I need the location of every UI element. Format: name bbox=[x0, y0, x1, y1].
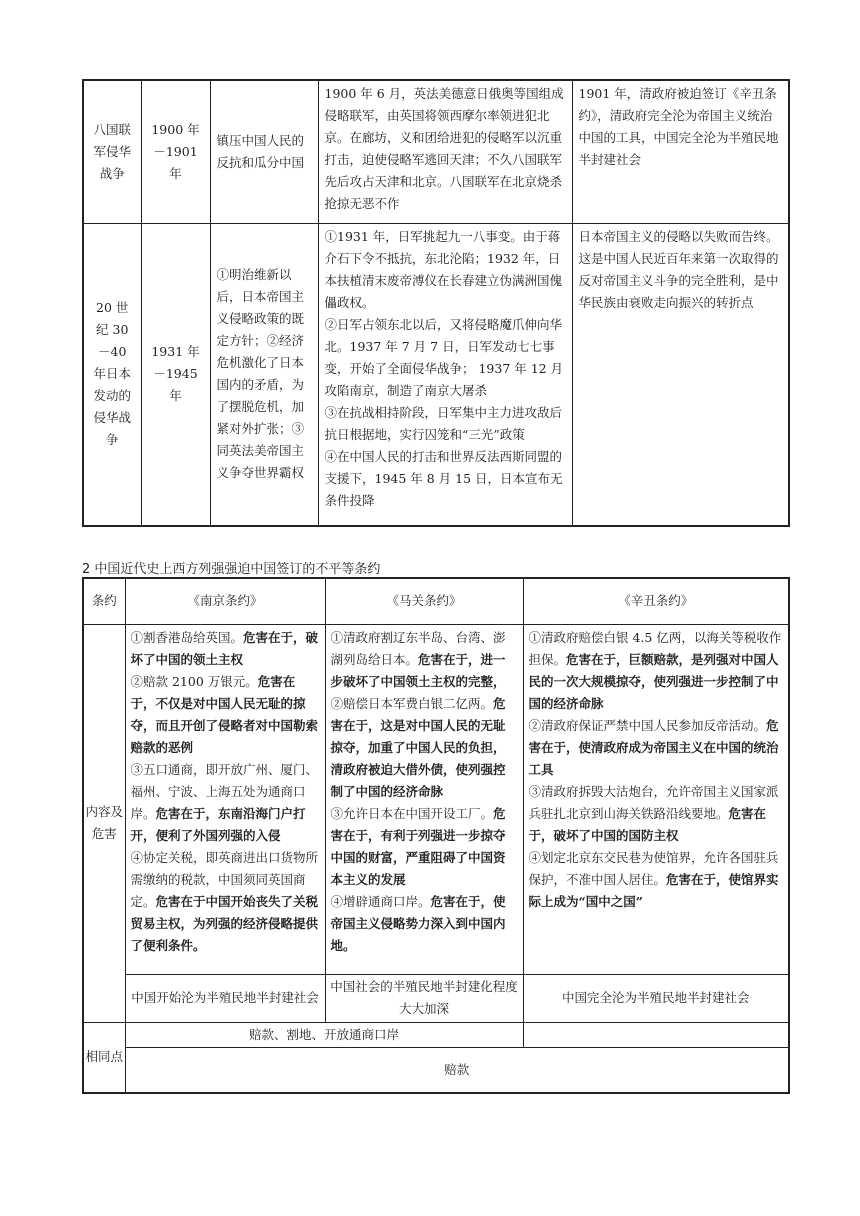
war-time: 1931 年－1945 年 bbox=[141, 223, 210, 526]
clause: ①割香港岛给英国。危害在于，破坏了中国的领土主权 bbox=[130, 629, 319, 667]
clause: ②赔款 2100 万银元。危害在于，不仅是对中国人民无耻的掠夺，而且开创了侵略者对中国勒索赔款的恶例 bbox=[130, 673, 319, 755]
section-heading: 2 中国近代史上西方列强强迫中国签订的不平等条约 bbox=[82, 562, 381, 577]
war-purpose: ①明治维新以后，日本帝国主义侵略政策的既定方针；②经济危机激化了日本国内的矛盾，为了摆脱危机，加紧对外扩张；③同英法美帝国主义争夺世界霸权 bbox=[210, 223, 318, 526]
clause: ④增辟通商口岸。危害在于，使帝国主义侵略势力深入到中国内地。 bbox=[330, 893, 506, 953]
treaty-content bbox=[125, 624, 325, 974]
table-row bbox=[83, 80, 789, 223]
treaty-content bbox=[325, 624, 523, 974]
treaty-table bbox=[82, 577, 790, 1094]
treaty-name: 《辛丑条约》 bbox=[523, 578, 789, 624]
process-item: ①1931 年，日军挑起九一八事变。由于蒋介石下令不抵抗，东北沦陷；1932 年，日本扶植清末废帝溥仪在长春建立伪满洲国傀儡政权。 bbox=[324, 228, 563, 310]
treaty-name: 《南京条约》 bbox=[125, 578, 325, 624]
clause: ①清政府赔偿白银 4.5 亿两，以海关等税收作担保。危害在于，巨额赔款，是列强对中国人民的一次大规模掠夺，使列强进一步控制了中国的经济命脉 bbox=[528, 629, 782, 711]
war-result: 1901 年，清政府被迫签订《辛丑条约》，清政府完全沦为帝国主义统治中国的工具，中国完全沦为半殖民地半封建社会 bbox=[572, 80, 789, 223]
clause: ③五口通商，即开放广州、厦门、福州、宁波、上海五处为通商口岸。危害在于，东南沿海门户打开，便利了外国列强的入侵 bbox=[130, 761, 319, 843]
same-point: 赔款 bbox=[125, 1047, 789, 1093]
war-table bbox=[82, 79, 790, 527]
same-row-1 bbox=[83, 1022, 789, 1047]
treaty-impact: 中国开始沦为半殖民地半封建社会 bbox=[125, 974, 325, 1022]
clause: ②赔偿日本军费白银二亿两。危害在于，这是对中国人民的无耻掠夺，加重了中国人民的负担，清政府被迫大借外债，使列强控制了中国的经济命脉 bbox=[330, 695, 506, 799]
process-item: ③在抗战相持阶段，日军集中主力进攻敌后抗日根据地，实行囚笼和“三光”政策 bbox=[324, 404, 563, 442]
process-item: 1900 年 6 月，英法美德意日俄奥等国组成侵略联军，由英国将领西摩尔率领进犯北京。在廊坊，义和团给进犯的侵略军以沉重打击，迫使侵略军逃回天津；不久八国联军先后攻占天津和北京。八国联军在北京烧杀抢掠无恶不作 bbox=[324, 86, 564, 211]
war-process bbox=[318, 80, 572, 223]
war-name: 20 世纪 30－40 年日本发动的侵华战争 bbox=[83, 223, 141, 526]
same-label: 相同点 bbox=[83, 1022, 125, 1093]
clause: ①清政府割辽东半岛、台湾、澎湖列岛给日本。危害在于，进一步破坏了中国领土主权的完整， bbox=[330, 629, 506, 689]
war-process bbox=[318, 223, 572, 526]
war-purpose: 镇压中国人民的反抗和瓜分中国 bbox=[210, 80, 318, 223]
process-item: ②日军占领东北以后，又将侵略魔爪伸向华北。1937 年 7 月 7 日，日军发动七七事变，开始了全面侵华战争； 1937 年 12 月攻陷南京，制造了南京大屠杀 bbox=[324, 316, 564, 398]
treaty-impact-row bbox=[83, 974, 789, 1022]
treaty-impact: 中国完全沦为半殖民地半封建社会 bbox=[523, 974, 789, 1022]
same-row-2 bbox=[83, 1047, 789, 1093]
table-row bbox=[83, 223, 789, 526]
clause: ④划定北京东交民巷为使馆界，允许各国驻兵保护，不准中国人居住。危害在于，使馆界实际上成为“国中之国” bbox=[528, 849, 779, 909]
clause: ③允许日本在中国开设工厂。危害在于，有利于列强进一步掠夺中国的财富，严重阻碍了中国资本主义的发展 bbox=[330, 805, 506, 887]
clause: ②清政府保证严禁中国人民参加反帝活动。危害在于，使清政府成为帝国主义在中国的统治工具 bbox=[528, 717, 779, 777]
empty-cell bbox=[523, 1022, 789, 1047]
war-time: 1900 年－1901 年 bbox=[141, 80, 210, 223]
clause: ③清政府拆毁大沽炮台，允许帝国主义国家派兵驻扎北京到山海关铁路沿线要地。危害在于，破坏了中国的国防主权 bbox=[528, 783, 779, 843]
clause: ④协定关税，即英商进出口货物所需缴纳的税款，中国须同英国商定。危害在于中国开始丧失了关税贸易主权，为列强的经济侵略提供了便利条件。 bbox=[130, 849, 319, 953]
content-label: 内容及危害 bbox=[83, 624, 125, 1022]
war-result: 日本帝国主义的侵略以失败而告终。这是中国人民近百年来第一次取得的反对帝国主义斗争的完全胜利，是中华民族由衰败走向振兴的转折点 bbox=[572, 223, 789, 526]
treaty-content-row bbox=[83, 624, 789, 974]
war-name: 八国联军侵华战争 bbox=[83, 80, 141, 223]
treaty-name: 《马关条约》 bbox=[325, 578, 523, 624]
treaty-impact: 中国社会的半殖民地半封建化程度大大加深 bbox=[325, 974, 523, 1022]
same-point: 赔款、割地、开放通商口岸 bbox=[125, 1022, 523, 1047]
treaty-label: 条约 bbox=[83, 578, 125, 624]
treaty-header-row bbox=[83, 578, 789, 624]
treaty-content bbox=[523, 624, 789, 974]
process-item: ④在中国人民的打击和世界反法西斯同盟的支援下，1945 年 8 月 15 日，日本宣布无条件投降 bbox=[324, 448, 563, 508]
